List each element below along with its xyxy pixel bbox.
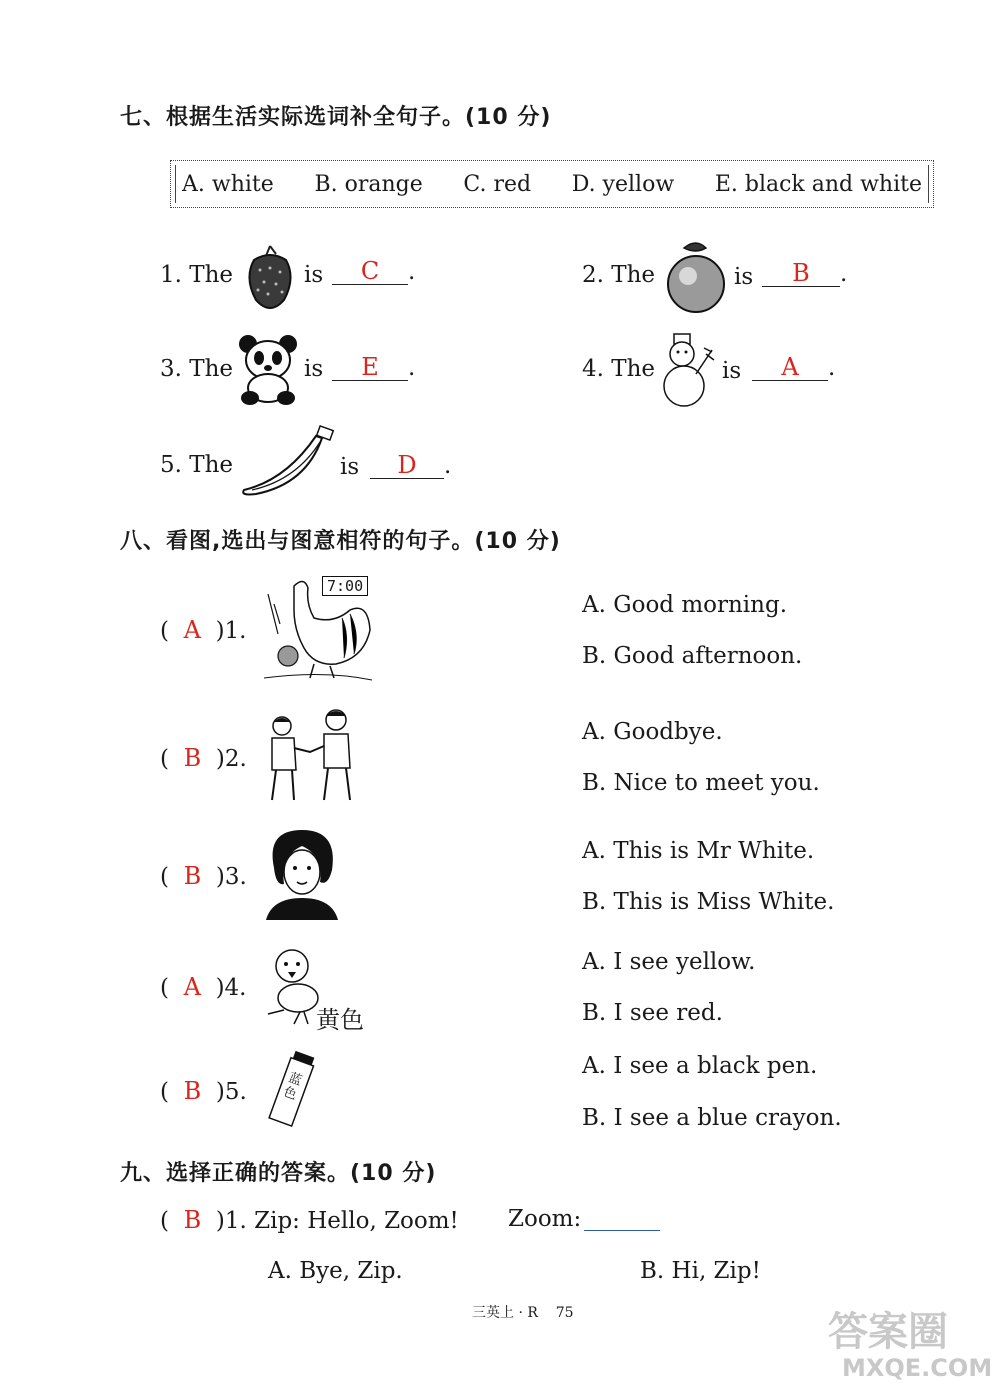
rooster-icon: [264, 574, 376, 684]
s9-item1-question: )1. Zip: Hello, Zoom!: [215, 1208, 459, 1234]
s8-item1-option-a: A. Good morning.: [582, 592, 788, 618]
blue-label: 蓝色: [281, 1070, 304, 1104]
s7-item4-is: is: [722, 358, 742, 384]
s8-item3-number: )3.: [215, 864, 247, 890]
s8-item3-option-b: B. This is Miss White.: [582, 889, 835, 915]
s9-item1-choice[interactable]: ( B )1. Zip: Hello, Zoom!: [160, 1206, 459, 1234]
s8-item5-number: )5.: [215, 1079, 247, 1105]
s7-item2-is: is: [734, 264, 754, 290]
s7-item5-answer: D: [370, 452, 444, 479]
s7-item3-is: is: [304, 356, 324, 382]
s8-item5-option-a: A. I see a black pen.: [582, 1053, 818, 1079]
s8-item5-option-b: B. I see a blue crayon.: [582, 1105, 842, 1131]
section9-heading: 九、选择正确的答案。(10 分): [120, 1161, 437, 1186]
word-option-e: E. black and white: [714, 171, 922, 197]
page-number: 75: [555, 1305, 574, 1321]
s7-item4-answer: A: [752, 354, 828, 381]
period: .: [840, 261, 848, 287]
s7-item1-is: is: [304, 262, 324, 288]
s9-item1-option-a: A. Bye, Zip.: [268, 1258, 403, 1284]
s7-item1-blank[interactable]: [332, 258, 415, 285]
watermark-logo: 答案圈: [828, 1309, 948, 1355]
s8-item4-choice[interactable]: ( A )4.: [160, 973, 247, 1001]
word-option-c: C. red: [463, 171, 532, 197]
word-bank: [170, 160, 934, 208]
s8-item4-option-b: B. I see red.: [582, 1000, 723, 1026]
s7-item3-answer: E: [332, 354, 408, 381]
s7-item3-blank[interactable]: [332, 354, 415, 381]
period: .: [408, 259, 416, 285]
s9-item1-blank[interactable]: [584, 1216, 660, 1231]
footer-book: 三英上 · R: [472, 1305, 538, 1321]
s8-item3-choice[interactable]: ( B )3.: [160, 862, 247, 890]
s7-item4-label: 4. The: [582, 356, 656, 382]
watermark-url: MXQE.COM: [842, 1354, 993, 1382]
banana-icon: [236, 424, 336, 504]
period: .: [828, 355, 836, 381]
s8-item1-choice[interactable]: ( A )1.: [160, 616, 247, 644]
yellow-label: 黄色: [316, 1006, 364, 1034]
s8-item4-number: )4.: [215, 975, 247, 1001]
duckling-icon: [264, 944, 324, 1028]
s9-item1-option-b: B. Hi, Zip!: [640, 1258, 761, 1284]
word-option-a: A. white: [182, 171, 274, 197]
period: .: [408, 355, 416, 381]
s7-item2-label: 2. The: [582, 262, 656, 288]
period: .: [444, 453, 452, 479]
s8-item1-option-b: B. Good afternoon.: [582, 643, 803, 669]
s7-item2-blank[interactable]: [762, 260, 847, 287]
snowman-icon: [656, 330, 718, 410]
s8-item1-answer: A: [183, 616, 201, 644]
word-option-b: B. orange: [314, 171, 423, 197]
s7-item4-blank[interactable]: [752, 354, 835, 381]
s7-item1-label: 1. The: [160, 262, 234, 288]
s8-item2-number: )2.: [215, 746, 247, 772]
section7-heading: 七、根据生活实际选词补全句子。(10 分): [120, 105, 552, 130]
section8-heading: 八、看图,选出与图意相符的句子。(10 分): [120, 529, 561, 554]
s7-item5-label: 5. The: [160, 452, 234, 478]
s8-item5-choice[interactable]: ( B )5.: [160, 1077, 247, 1105]
s9-item1-reply-label: Zoom:: [508, 1206, 582, 1232]
s7-item3-label: 3. The: [160, 356, 234, 382]
s8-item3-answer: B: [183, 862, 202, 890]
s9-item1-answer: B: [183, 1206, 202, 1234]
handshake-icon: [264, 706, 356, 806]
orange-icon: [664, 238, 728, 318]
s7-item5-blank[interactable]: [370, 452, 451, 479]
panda-icon: [236, 332, 300, 406]
s8-item2-choice[interactable]: ( B )2.: [160, 744, 247, 772]
s7-item1-answer: C: [332, 258, 408, 285]
word-option-d: D. yellow: [571, 171, 675, 197]
s7-item5-is: is: [340, 454, 360, 480]
woman-portrait-icon: [262, 826, 342, 922]
s7-item2-answer: B: [762, 260, 840, 287]
s8-item3-option-a: A. This is Mr White.: [582, 838, 815, 864]
s8-item2-option-a: A. Goodbye.: [582, 719, 723, 745]
s8-item4-answer: A: [183, 973, 201, 1001]
clock-label: 7:00: [322, 576, 368, 596]
s8-item5-answer: B: [183, 1077, 202, 1105]
footer-label: [472, 1302, 574, 1322]
s8-item1-number: )1.: [215, 618, 247, 644]
s8-item4-option-a: A. I see yellow.: [582, 949, 756, 975]
s8-item2-answer: B: [183, 744, 202, 772]
s8-item2-option-b: B. Nice to meet you.: [582, 770, 820, 796]
strawberry-icon: [240, 238, 300, 313]
